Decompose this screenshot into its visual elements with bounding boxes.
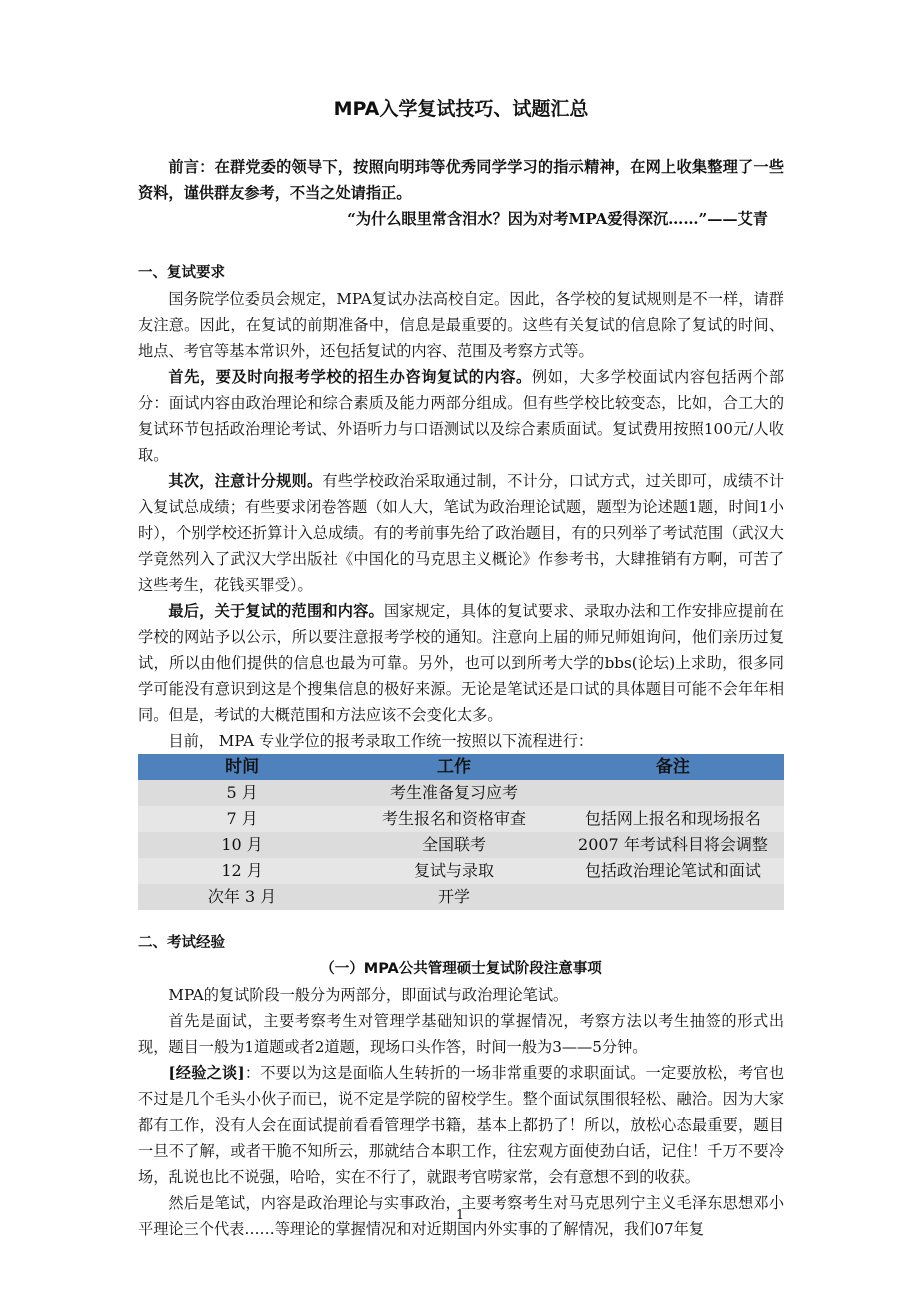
table-header-time: 时间 <box>138 754 346 780</box>
table-cell: 10 月 <box>138 832 346 858</box>
paragraph-text: 例如，大多学校面试内容包括两个部分：面试内容由政治理论和综合素质及能力两部分组成。但有些学校比较变态，比如，合工大的复试环节包括政治理论考试、外语听力与口语测试以及综合素质面试。复试费用按照100元/人收取。 <box>138 368 785 464</box>
section-heading-experience: 二、考试经验 <box>138 935 225 951</box>
table-cell: 包括政治理论笔试和面试 <box>562 858 784 884</box>
document-title: MPA入学复试技巧、试题汇总 <box>333 98 589 120</box>
table-cell: 包括网上报名和现场报名 <box>562 806 784 832</box>
process-table <box>138 754 784 910</box>
section-heading-requirements: 一、复试要求 <box>138 265 225 281</box>
paragraph-text: ：不要以为这是面临人生转折的一场非常重要的求职面试。一定要放松，考官也不过是几个毛头小伙子而已，说不定是学院的留校学生。整个面试氛围很轻松、融洽。因为大家都有工作，没有人会在面试提前看看管理学书籍，基本上都扔了！所以，放松心态最重要，题目一旦不了解，或者干脆不知所云，那就结合本职工作，往宏观方面使劲白话，记住！千万不要冷场，乱说也比不说强，哈哈，实在不行了，就跟考官唠家常，会有意想不到的收获。 <box>138 1064 785 1186</box>
table-cell: 12 月 <box>138 858 346 884</box>
quote-line: “为什么眼里常含泪水？因为对考MPA爱得深沉……”——艾青 <box>347 210 768 228</box>
emphasis-text: [经验之谈] <box>168 1064 245 1082</box>
paragraph: 首先是面试，主要考察考生对管理学基础知识的掌握情况，考察方法以考生抽签的形式出现，题目一般为1道题或者2道题，现场口头作答，时间一般为3——5分钟。 <box>138 1012 784 1056</box>
paragraph-text: 有些学校政治采取通过制，不计分，口试方式，过关即可，成绩不计入复试总成绩；有些要求闭卷答题（如人大，笔试为政治理论试题，题型为论述题1题，时间1小时），个别学校还折算计入总成绩。有的考前事先给了政治题目，有的只列举了考试范围（武汉大学竟然列入了武汉大学出版社《中国化的马克思主义概论》作参考书，大肆推销有方啊，可苦了这些考生，花钱买罪受）。 <box>138 472 785 594</box>
document-body <box>138 96 784 1242</box>
paragraph: MPA的复试阶段一般分为两部分，即面试与政治理论笔试。 <box>168 986 569 1004</box>
emphasis-text: 首先，要及时向报考学校的招生办咨询复试的内容。 <box>168 368 532 386</box>
paragraph: 目前， MPA 专业学位的报考录取工作统一按照以下流程进行： <box>168 732 594 750</box>
table-header-note: 备注 <box>562 754 784 780</box>
page-number: 1 <box>455 1208 465 1223</box>
table-cell <box>562 884 784 910</box>
emphasis-text: 最后，关于复试的范围和内容。 <box>168 602 384 620</box>
emphasis-text: 其次，注意计分规则。 <box>168 472 323 490</box>
preface-paragraph: 前言：在群党委的领导下，按照向明玮等优秀同学学习的指示精神，在网上收集整理了一些资料，谨供群友参考，不当之处请指正。 <box>138 158 784 202</box>
table-cell: 开学 <box>346 884 562 910</box>
paragraph-text: 国家规定，具体的复试要求、录取办法和工作安排应提前在学校的网站予以公示，所以要注意报考学校的通知。注意向上届的师兄师姐询问，他们亲历过复试，所以由他们提供的信息也最为可靠。另外，也可以到所考大学的bbs(论坛)上求助，很多同学可能没有意识到这是个搜集信息的极好来源。无论是笔试还是口试的具体题目可能不会年年相同。但是，考试的大概范围和方法应该不会变化太多。 <box>138 602 785 724</box>
table-cell: 复试与录取 <box>346 858 562 884</box>
table-cell: 考生准备复习应考 <box>346 780 562 806</box>
table-cell: 次年 3 月 <box>138 884 346 910</box>
table-row <box>138 780 784 806</box>
sub-heading: （一）MPA公共管理硕士复试阶段注意事项 <box>320 961 602 977</box>
table-row <box>138 832 784 858</box>
paragraph: 然后是笔试，内容是政治理论与实事政治，主要考察考生对马克思列宁主义毛泽东思想邓小平理论三个代表……等理论的掌握情况和对近期国内外实事的了解情况，我们07年复 <box>138 1194 784 1238</box>
paragraph <box>138 598 784 728</box>
table-cell: 考生报名和资格审查 <box>346 806 562 832</box>
table-row <box>138 884 784 910</box>
table-cell: 全国联考 <box>346 832 562 858</box>
table-cell: 2007 年考试科目将会调整 <box>562 832 784 858</box>
table-cell: 5 月 <box>138 780 346 806</box>
paragraph <box>138 1060 784 1190</box>
table-cell: 7 月 <box>138 806 346 832</box>
paragraph <box>138 364 784 468</box>
table-header-work: 工作 <box>346 754 562 780</box>
table-row <box>138 806 784 832</box>
paragraph: 国务院学位委员会规定，MPA复试办法高校自定。因此，各学校的复试规则是不一样，请群友注意。因此，在复试的前期准备中，信息是最重要的。这些有关复试的信息除了复试的时间、地点、考官等基本常识外，还包括复试的内容、范围及考察方式等。 <box>138 290 784 360</box>
table-row <box>138 858 784 884</box>
paragraph <box>138 468 784 598</box>
table-cell <box>562 780 784 806</box>
